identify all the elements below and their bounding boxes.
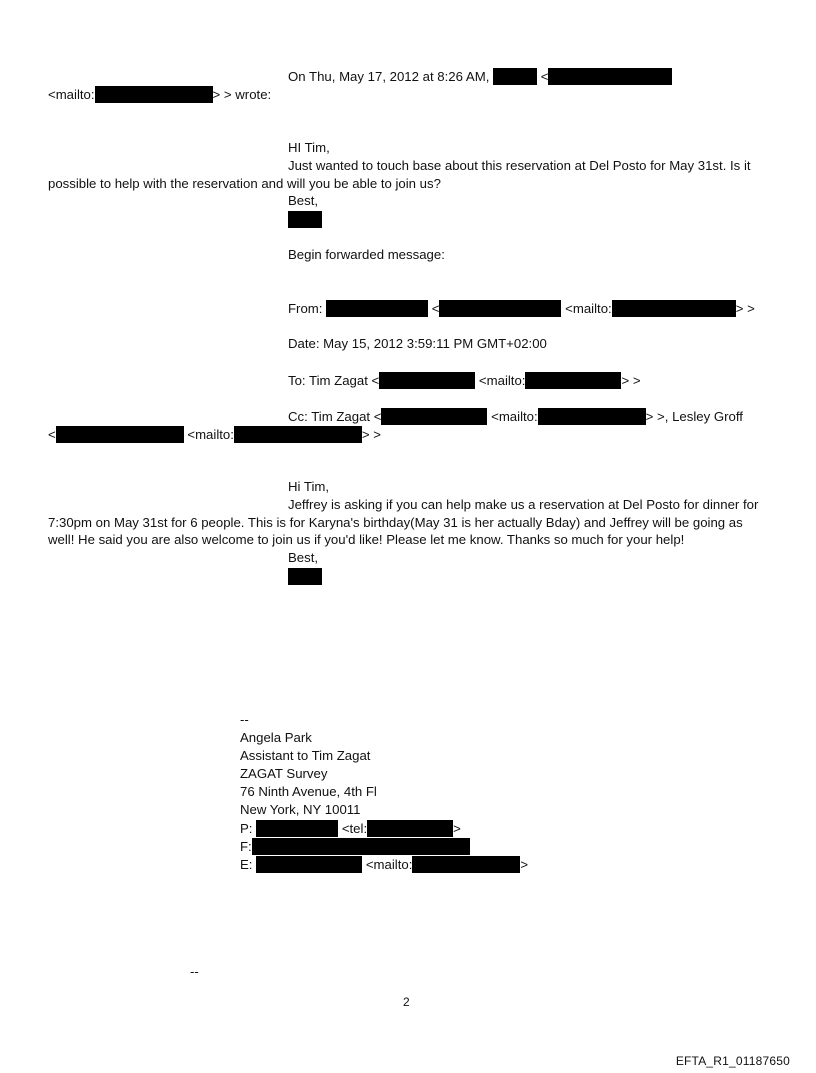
redaction-box: [256, 856, 362, 873]
mailto-text: <mailto:: [187, 427, 234, 442]
angle-bracket: <: [431, 301, 440, 316]
redaction-box: [381, 408, 487, 425]
close-text: >: [520, 857, 529, 872]
footer-separator: --: [190, 964, 199, 979]
redaction-box: [252, 838, 470, 855]
mailto-text: <mailto:: [48, 87, 95, 102]
reply-closing: Best,: [288, 193, 319, 208]
original-body-text: Jeffrey is asking if you can help make us a reservation at Del Posto for dinner for 7:30pm on May 31st for 6 people. This is for Karyna's birthday(May 31 is her actually Bday) and Jeffrey will be going as well! He said you are also welcome to join us if you'd like! Please let me know. Thanks so much for your help!: [48, 497, 759, 547]
original-closing: Best,: [288, 550, 319, 565]
redaction-box: [439, 300, 561, 317]
redaction-box: [234, 426, 362, 443]
forwarded-from: [288, 300, 755, 317]
redaction-box: [367, 820, 453, 837]
angle-bracket: <: [540, 69, 549, 84]
reply-header-line: [288, 68, 672, 85]
page-number: 2: [403, 995, 410, 1009]
signature-phone: [240, 820, 461, 837]
email-label: E:: [240, 857, 253, 872]
fax-label: F:: [240, 839, 252, 854]
forwarded-begin: Begin forwarded message:: [288, 247, 445, 262]
redaction-box: [525, 372, 621, 389]
reply-greeting: HI Tim,: [288, 140, 330, 155]
original-signature-redaction: [288, 568, 322, 585]
redaction-box: [326, 300, 428, 317]
redaction-box: [56, 426, 184, 443]
forwarded-to: [288, 372, 641, 389]
cc-label: Cc: Tim Zagat <: [288, 409, 382, 424]
signature-address-1: 76 Ninth Avenue, 4th Fl: [240, 784, 377, 799]
cc-after-text: > >, Lesley Groff: [645, 409, 743, 424]
reply-header-line-2: [48, 86, 271, 103]
mailto-text: <mailto:: [491, 409, 538, 424]
reply-signature-redaction: [288, 211, 322, 228]
reply-body: [48, 157, 772, 192]
from-label: From:: [288, 301, 323, 316]
mailto-text: <mailto:: [365, 857, 413, 872]
close-text: > >: [621, 373, 641, 388]
angle-bracket: <: [48, 427, 56, 442]
redaction-box: [493, 68, 537, 85]
tel-text: <tel:: [341, 821, 368, 836]
redaction-box: [288, 211, 322, 228]
close-text: >: [453, 821, 461, 836]
original-greeting: Hi Tim,: [288, 479, 330, 494]
signature-email: [240, 856, 528, 873]
redaction-box: [612, 300, 736, 317]
mailto-text: <mailto:: [478, 373, 526, 388]
signature-company: ZAGAT Survey: [240, 766, 328, 781]
to-label: To: Tim Zagat <: [288, 373, 380, 388]
redaction-box: [548, 68, 672, 85]
forwarded-cc-line-2: [48, 426, 381, 443]
original-body: [48, 496, 772, 549]
reply-header-text: On Thu, May 17, 2012 at 8:26 AM,: [288, 69, 490, 84]
forwarded-cc: [288, 408, 743, 425]
forwarded-date: Date: May 15, 2012 3:59:11 PM GMT+02:00: [288, 336, 547, 351]
signature-address-2: New York, NY 10011: [240, 802, 361, 817]
signature-name: Angela Park: [240, 730, 312, 745]
redaction-box: [288, 568, 322, 585]
phone-label: P:: [240, 821, 253, 836]
signature-dashes: --: [240, 712, 249, 727]
redaction-box: [412, 856, 520, 873]
signature-fax: [240, 838, 470, 855]
mailto-text: <mailto:: [565, 301, 612, 316]
redaction-box: [256, 820, 338, 837]
redaction-box: [379, 372, 475, 389]
redaction-box: [95, 86, 213, 103]
redaction-box: [538, 408, 646, 425]
reply-body-text: Just wanted to touch base about this reservation at Del Posto for May 31st. Is it possible to help with the reservation and will you be able to join us?: [48, 158, 751, 191]
close-text: > >: [735, 301, 755, 316]
wrote-text: > > wrote:: [212, 87, 272, 102]
signature-title: Assistant to Tim Zagat: [240, 748, 371, 763]
bates-number: EFTA_R1_01187650: [675, 1054, 790, 1068]
close-text: > >: [361, 427, 381, 442]
